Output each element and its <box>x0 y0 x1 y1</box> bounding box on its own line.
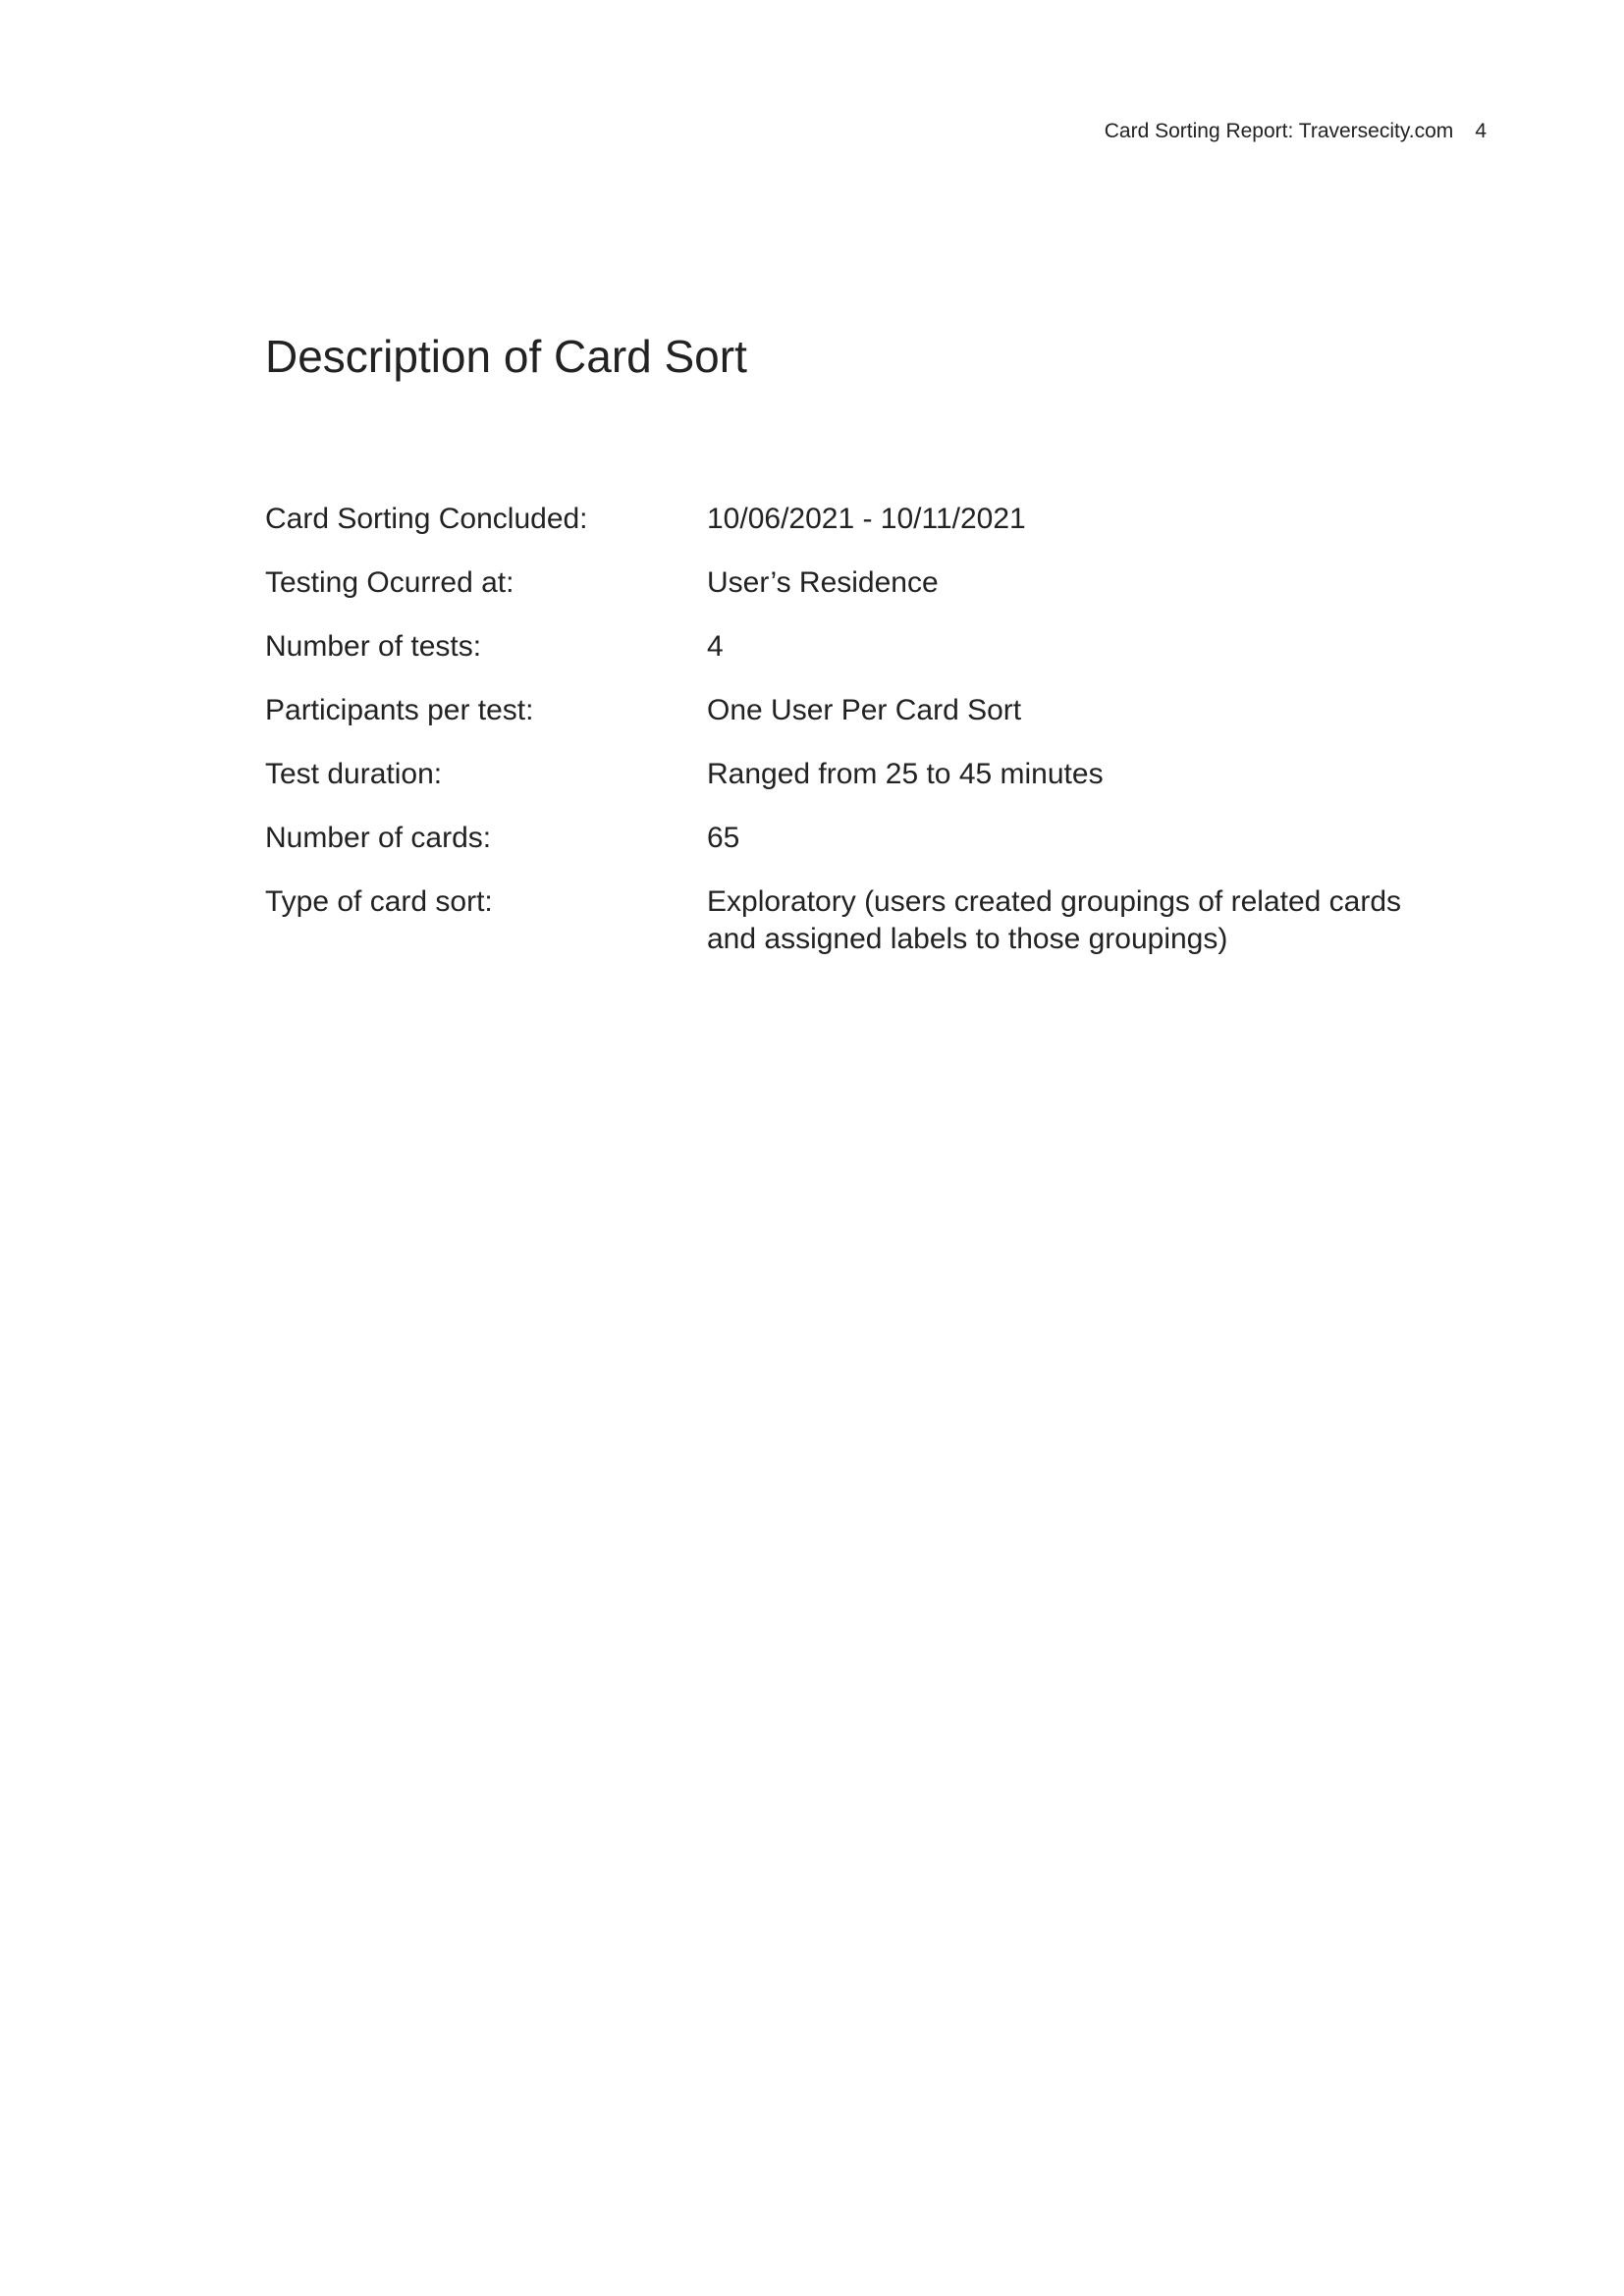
detail-row-location <box>265 564 1443 602</box>
detail-value: User’s Residence <box>707 566 939 599</box>
detail-row-number-of-tests <box>265 628 1443 666</box>
detail-row-duration <box>265 756 1443 793</box>
card-sort-details <box>265 501 1443 985</box>
detail-label: Participants per test: <box>265 694 534 726</box>
detail-row-number-of-cards <box>265 820 1443 857</box>
detail-row-sort-type <box>265 883 1443 958</box>
detail-label: Testing Ocurred at: <box>265 566 514 599</box>
detail-value: 65 <box>707 822 740 854</box>
detail-value: 4 <box>707 630 724 663</box>
section-title: Description of Card Sort <box>265 331 747 382</box>
detail-label: Number of cards: <box>265 822 492 854</box>
detail-row-concluded <box>265 501 1443 538</box>
detail-label: Type of card sort: <box>265 885 493 918</box>
detail-label: Card Sorting Concluded: <box>265 503 588 535</box>
detail-label: Test duration: <box>265 758 443 790</box>
page-number: 4 <box>1475 120 1487 142</box>
detail-row-participants <box>265 692 1443 729</box>
detail-label: Number of tests: <box>265 630 482 663</box>
detail-value: One User Per Card Sort <box>707 694 1022 726</box>
running-title: Card Sorting Report: Traversecity.com <box>1104 120 1454 142</box>
running-header <box>1105 120 1487 143</box>
detail-value: Ranged from 25 to 45 minutes <box>707 758 1104 790</box>
detail-value: 10/06/2021 - 10/11/2021 <box>707 503 1026 535</box>
detail-value: Exploratory (users created groupings of related cards and assigned labels to those groupings) <box>707 885 1402 955</box>
